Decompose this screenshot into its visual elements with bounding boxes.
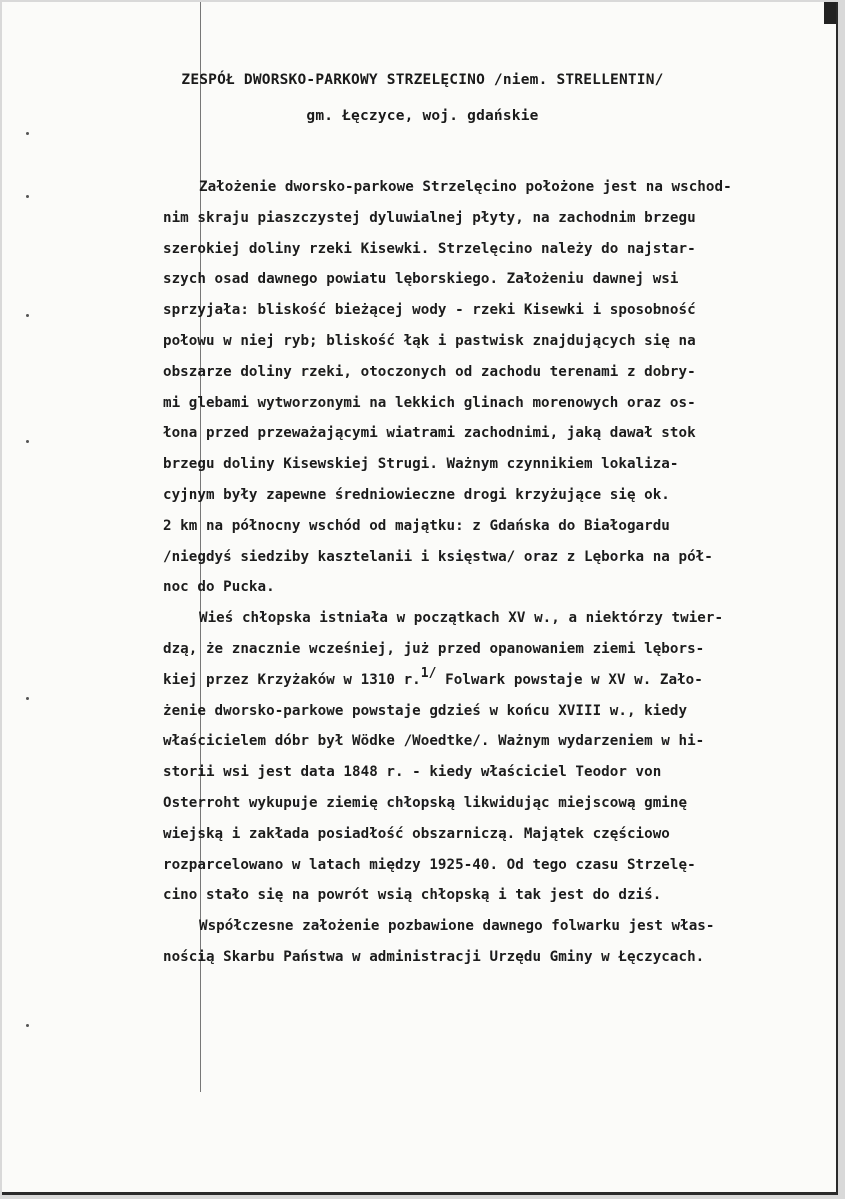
text-line: mi glebami wytworzonymi na lekkich glinach morenowych oraz os-: [163, 394, 696, 411]
document-subtitle: gm. Łęczyce, woj. gdańskie: [306, 108, 539, 124]
text-line: połowu w niej ryb; bliskość łąk i pastwisk znajdujących się na: [163, 332, 696, 349]
page-corner-mark: [824, 2, 836, 24]
text-line: brzegu doliny Kisewskiej Strugi. Ważnym czynnikiem lokaliza-: [163, 456, 679, 473]
punch-dot: [26, 132, 29, 135]
text-line: nim skraju piaszczystej dyluwialnej płyty, na zachodnim brzegu: [163, 209, 696, 226]
text-line-footnote: [163, 665, 833, 696]
text-segment: żen: [163, 702, 189, 719]
text-segment: ie dworsko-parkowe powstaje gdzieś w końcu XVIII w., kiedy: [188, 702, 688, 719]
document-body: [163, 172, 833, 973]
text-line: Współczesne założenie pozbawione dawnego folwarku jest włas-: [199, 918, 715, 935]
text-line: wiejską i zakłada posiadłość obszarniczą. Majątek częściowo: [163, 825, 670, 842]
punch-dot: [26, 1024, 29, 1027]
punch-dot: [26, 195, 29, 198]
text-line: Wieś chłopska istniała w początkach XV w., a niektórzy twier-: [199, 610, 724, 627]
text-line: łona przed przeważającymi wiatrami zachodnimi, jaką dawał stok: [163, 425, 696, 442]
text-line: nością Skarbu Państwa w administracji Urzędu Gminy w Łęczycach.: [163, 948, 705, 965]
text-line: cino stało się na powrót wsią chłopską i tak jest do dziś.: [163, 887, 662, 904]
text-line: dzą, że znacznie wcześniej, już przed opanowaniem ziemi lębors-: [163, 640, 705, 657]
text-line: szerokiej doliny rzeki Kisewki. Strzelęcino należy do najstar-: [163, 240, 696, 257]
text-line: właścicielem dóbr był Wödke /Woedtke/. Ważnym wydarzeniem w hi-: [163, 733, 705, 750]
text-segment: kiej przez Krzyżaków w 1310 r.: [163, 671, 421, 688]
document-title: ZESPÓŁ DWORSKO-PARKOWY STRZELĘCINO /niem. STRELLENTIN/: [181, 72, 664, 88]
text-line: noc do Pucka.: [163, 579, 275, 596]
text-line: cyjnym były zapewne średniowieczne drogi krzyżujące się ok.: [163, 486, 670, 503]
punch-dot: [26, 697, 29, 700]
punch-dot: [26, 314, 29, 317]
text-line: szych osad dawnego powiatu lęborskiego. Założeniu dawnej wsi: [163, 271, 679, 288]
text-line: storii wsi jest data 1848 r. - kiedy właściciel Teodor von: [163, 764, 662, 781]
footnote-marker: 1/: [420, 665, 437, 681]
text-line: 2 km na północny wschód od majątku: z Gdańska do Białogardu: [163, 517, 670, 534]
text-line: Osterroht wykupuje ziemię chłopską likwidując miejscową gminę: [163, 794, 688, 811]
text-line: obszarze doliny rzeki, otoczonych od zachodu terenami z dobry-: [163, 363, 696, 380]
text-line: Założenie dworsko-parkowe Strzelęcino położone jest na wschod-: [199, 179, 732, 195]
text-line: rozparcelowano w latach między 1925-40. Od tego czasu Strzelę-: [163, 856, 696, 873]
text-line: sprzyjała: bliskość bieżącej wody - rzeki Kisewki i sposobność: [163, 302, 696, 319]
punch-dot: [26, 440, 29, 443]
text-line: [163, 696, 833, 727]
text-line: /niegdyś siedziby kasztelanii i księstwa/ oraz z Lęborka na pół-: [163, 548, 713, 565]
text-segment: Folwark powstaje w XV w. Zało-: [436, 671, 703, 688]
